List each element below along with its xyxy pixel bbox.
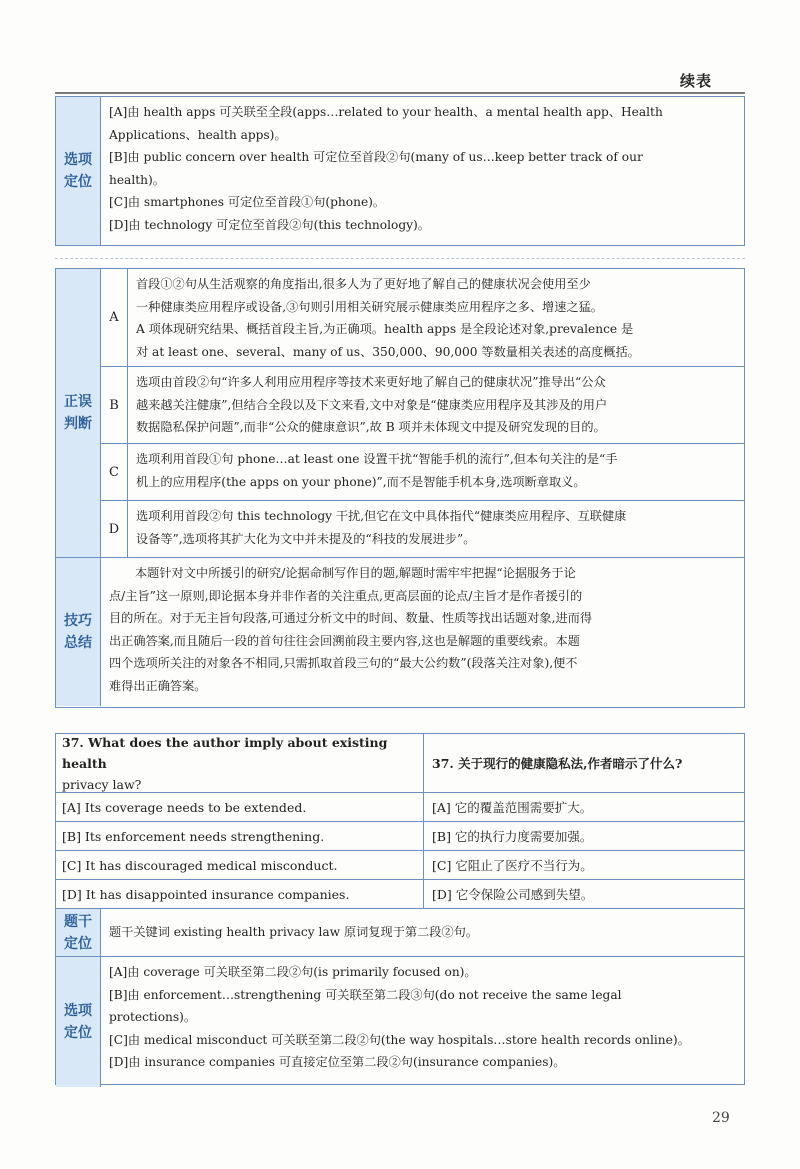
option-en: [D] It has disappointed insurance companies. <box>56 880 424 908</box>
text-line: 选项由首段②句“许多人利用应用程序等技术来更好地了解自己的健康状况”推导出“公众 <box>136 375 606 389</box>
text-line: 选项利用首段②句 this technology 干扰,但它在文中具体指代“健康类应用程序、互联健康 <box>136 509 627 523</box>
dotted-separator <box>55 258 745 259</box>
option-row-c <box>56 851 744 880</box>
text-line: 越来越关注健康”,但结合全段以及下文来看,文中对象是“健康类应用程序及其涉及的用户 <box>136 397 608 412</box>
label-option-locate-2: 选项 定位 <box>56 957 101 1087</box>
stem-locate-text: 题干关键词 existing health privacy law 原词复现于第二段②句。 <box>109 925 479 940</box>
text-line: [A]由 coverage 可关联至第二段②句(is primarily focused on)。 <box>109 965 477 979</box>
label-stem-locate: 题干 定位 <box>56 909 101 956</box>
text-line: [A]由 health apps 可关联至全段(apps…related to your health、a mental health app、Health <box>109 105 663 119</box>
text-line: [C]由 smartphones 可定位至首段①句(phone)。 <box>109 195 386 209</box>
text-line: [C]由 medical misconduct 可关联至第二段②句(the way hospitals…store health records online)。 <box>109 1032 690 1047</box>
text-line: 数据隐私保护问题”,而非“公众的健康意识”,故 B 项并未体现文中提及研究发现的目的。 <box>136 420 606 434</box>
judgement-row-a <box>101 269 744 367</box>
option-en: [A] Its coverage needs to be extended. <box>56 793 424 821</box>
question-cn: 37. 关于现行的健康隐私法,作者暗示了什么? <box>432 756 683 771</box>
option-letter: C <box>101 444 128 500</box>
option-cn: [A] 它的覆盖范围需要扩大。 <box>432 800 593 815</box>
text-line: 四个选项所关注的对象各不相同,只需抓取首段三句的“最大公约数”(段落关注对象),便不 <box>109 656 578 670</box>
option-letter: B <box>101 367 128 443</box>
text-line: 首段①②句从生活观察的角度指出,很多人为了更好地了解自己的健康状况会使用至少 <box>136 277 591 291</box>
text-line: 设备等”,选项将其扩大化为文中并未提及的“科技的发展进步”。 <box>136 531 476 546</box>
top-rule <box>55 92 745 94</box>
option-locate-1-text <box>101 97 744 245</box>
option-row-d <box>56 880 744 909</box>
text-line: [B]由 public concern over health 可定位至首段②句(many of us…keep better track of our <box>109 150 643 164</box>
option-en: [B] Its enforcement needs strengthening. <box>56 822 424 850</box>
judgement-block <box>55 268 745 708</box>
text-line: protections)。 <box>109 1010 197 1024</box>
continued-label: 续表 <box>680 72 713 90</box>
label-judgement: 正误 判断 <box>56 269 101 557</box>
text-line: [D]由 technology 可定位至首段②句(this technology)。 <box>109 217 430 232</box>
text-line: [B]由 enforcement…strengthening 可关联至第二段③句(do not receive the same legal <box>109 987 622 1002</box>
label-option-locate-1: 选项 定位 <box>56 97 101 245</box>
judgement-row-d <box>101 501 744 557</box>
option-locate-block-1 <box>55 96 745 246</box>
text-line: health)。 <box>109 172 165 187</box>
page-number: 29 <box>712 1110 730 1126</box>
option-locate-row-2 <box>56 957 744 1087</box>
technique-text <box>101 558 744 706</box>
option-letter: D <box>101 501 128 557</box>
text-line: 点/主旨”这一原则,即论据本身并非作者的关注重点,更高层面的论点/主旨才是作者援引的 <box>109 588 583 603</box>
option-letter: A <box>101 269 128 366</box>
judgement-text <box>128 501 744 557</box>
option-row-a <box>56 793 744 822</box>
judgement-row-b <box>101 367 744 444</box>
stem-locate-row <box>56 909 744 957</box>
text-line: 难得出正确答案。 <box>109 678 207 693</box>
question-header-row <box>56 734 744 793</box>
text-line: 机上的应用程序(the apps on your phone)”,而不是智能手机本身,选项断章取义。 <box>136 474 586 489</box>
label-technique: 技巧 总结 <box>56 558 101 706</box>
question-en-line2: privacy law? <box>62 776 142 792</box>
text-line: 对 at least one、several、many of us、350,000、90,000 等数量相关表述的高度概括。 <box>136 344 640 359</box>
question-37-block <box>55 733 745 1085</box>
text-line: A 项体现研究结果、概括首段主旨,为正确项。health apps 是全段论述对象,prevalence 是 <box>136 322 634 336</box>
text-line: Applications、health apps)。 <box>109 127 287 142</box>
text-line: 出正确答案,而且随后一段的首句往往会回溯前段主要内容,这也是解题的重要线索。本题 <box>109 633 580 648</box>
option-row-b <box>56 822 744 851</box>
text-line: [D]由 insurance companies 可直接定位至第二段②句(insurance companies)。 <box>109 1055 566 1069</box>
text-line: 一种健康类应用程序或设备,③句则引用相关研究展示健康类应用程序之多、增速之猛。 <box>136 299 603 314</box>
judgement-text <box>128 269 744 366</box>
option-en: [C] It has discouraged medical misconduct. <box>56 851 424 879</box>
option-cn: [C] 它阻止了医疗不当行为。 <box>432 858 593 873</box>
question-en-line1: 37. What does the author imply about existing health <box>62 734 388 771</box>
option-cn: [D] 它令保险公司感到失望。 <box>432 887 594 902</box>
text-line: 本题针对文中所援引的研究/论据命制写作目的题,解题时需牢牢把握“论据服务于论 <box>135 566 576 580</box>
judgement-row-c <box>101 444 744 501</box>
judgement-text <box>128 444 744 500</box>
judgement-text <box>128 367 744 443</box>
option-cn: [B] 它的执行力度需要加强。 <box>432 829 593 844</box>
text-line: 目的所在。对于无主旨句段落,可通过分析文中的时间、数量、性质等找出话题对象,进而得 <box>109 611 593 625</box>
option-locate-2-text <box>101 957 744 1087</box>
question-en <box>56 734 424 792</box>
text-line: 选项利用首段①句 phone…at least one 设置干扰“智能手机的流行”,但本句关注的是“手 <box>136 452 618 466</box>
judgement-grid <box>101 269 744 557</box>
